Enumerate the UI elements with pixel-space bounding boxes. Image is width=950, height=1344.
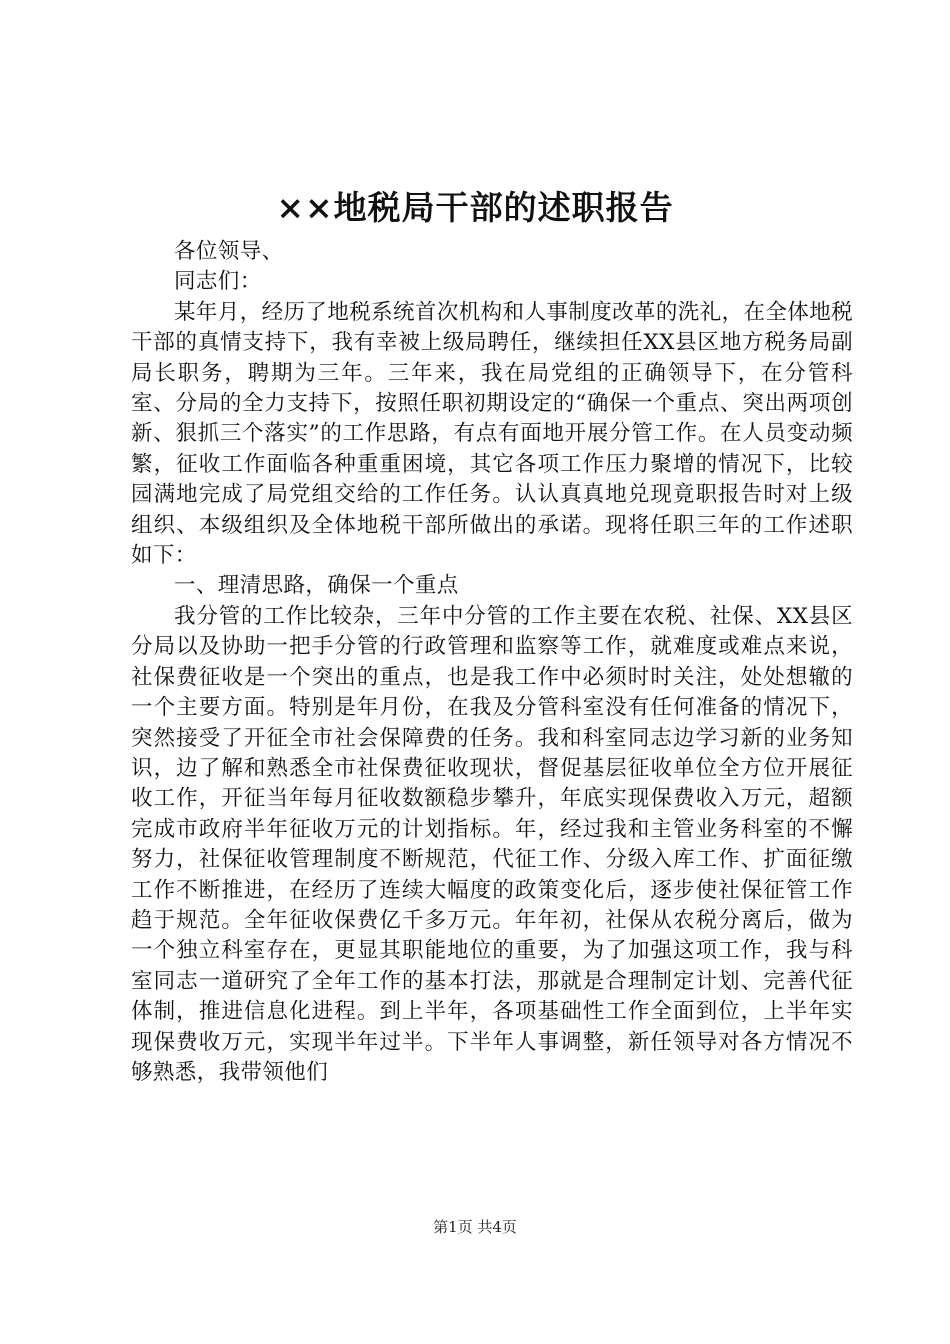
section-1-paragraph: 我分管的工作比较杂，三年中分管的工作主要在农税、社保、XX县区分局以及协助一把手分管的行政管理和监察等工作，就难度或难点来说，社保费征收是一个突出的重点，也是我工作中必须时时关注，处处想辙的一个主要方面。特别是年月份，在我及分管科室没有任何准备的情况下，突然接受了开征全市社会保障费的任务。我和科室同志边学习新的业务知识，边了解和熟悉全市社保费征收现状，督促基层征收单位全方位开展征收工作，开征当年每月征收数额稳步攀升，年底实现保费收入万元，超额完成市政府半年征收万元的计划指标。年，经过我和主管业务科室的不懈努力，社保征收管理制度不断规范，代征工作、分级入库工作、扩面征缴工作不断推进，在经历了连续大幅度的政策变化后，逐步使社保征管工作趋于规范。全年征收保费亿千多万元。年年初，社保从农税分离后，做为一个独立科室存在，更显其职能地位的重要，为了加强这项工作，我与科室同志一道研究了全年工作的基本打法，那就是合理制定计划、完善代征体制，推进信息化进程。到上半年，各项基础性工作全面到位，上半年实现保费收万元，实现半年过半。下半年人事调整，新任领导对各方情况不够熟悉，我带领他们 — [131, 603, 853, 1085]
salutation-line-2: 同志们： — [174, 269, 262, 295]
document-title: ××地税局干部的述职报告 — [276, 188, 674, 227]
section-heading-1: 一、理清思路，确保一个重点 — [174, 573, 459, 599]
document-body — [131, 237, 853, 1088]
page-footer: 第1页 共4页 — [433, 1218, 517, 1236]
intro-paragraph: 某年月，经历了地税系统首次机构和人事制度改革的洗礼，在全体地税干部的真情支持下，我有幸被上级局聘任，继续担任XX县区地方税务局副局长职务，聘期为三年。三年来，我在局党组的正确领导下，在分管科室、分局的全力支持下，按照任职初期设定的“确保一个重点、突出两项创新、狠抓三个落实”的工作思路，有点有面地开展分管工作。在人员变动频繁，征收工作面临各种重重困境，其它各项工作压力聚增的情况下，比较园满地完成了局党组交给的工作任务。认认真真地兑现竟职报告时对上级组织、本级组织及全体地税干部所做出的承诺。现将任职三年的工作述职如下： — [131, 299, 853, 569]
salutation-line-1: 各位领导、 — [174, 239, 284, 264]
